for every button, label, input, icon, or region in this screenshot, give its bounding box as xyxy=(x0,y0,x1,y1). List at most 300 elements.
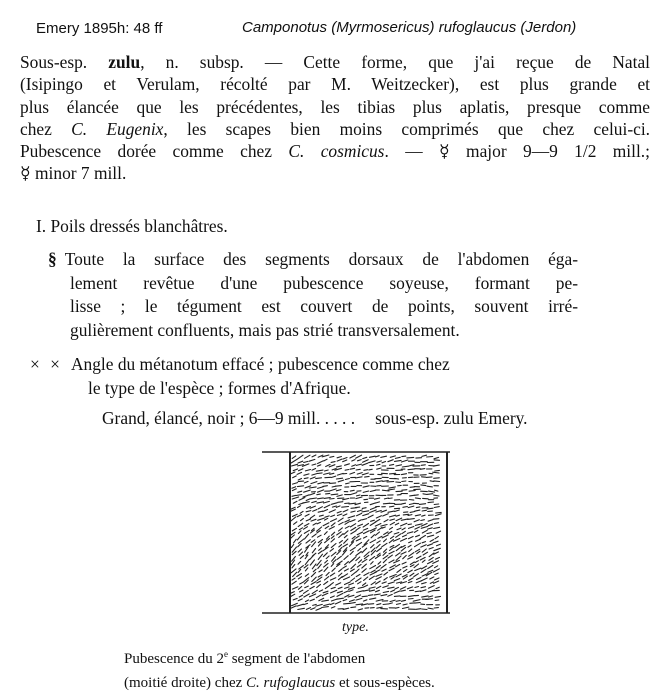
hatch-stroke xyxy=(298,461,303,463)
hatch-stroke xyxy=(382,582,386,583)
hatch-stroke xyxy=(349,602,355,603)
hatch-stroke xyxy=(357,564,361,567)
hatch-stroke xyxy=(345,582,351,585)
hatch-stroke xyxy=(298,569,301,572)
hatch-stroke xyxy=(311,572,315,576)
hatch-stroke xyxy=(311,519,316,521)
figure-caption: Pubescence du 2e segment de l'abdomen (moitié droite) chez C. rufoglaucus et sous-espèces. xyxy=(124,649,435,691)
hatch-stroke xyxy=(396,465,402,466)
hatch-stroke xyxy=(415,498,420,499)
hatch-stroke xyxy=(331,494,338,495)
hatch-stroke xyxy=(331,515,335,517)
hatch-stroke xyxy=(348,595,354,597)
hatch-stroke xyxy=(339,545,342,547)
hatch-stroke xyxy=(317,527,322,531)
hatch-stroke xyxy=(350,490,354,491)
hatch-stroke xyxy=(357,473,362,475)
hatch-stroke xyxy=(430,481,434,482)
hatch-stroke xyxy=(364,536,367,538)
hatch-stroke xyxy=(330,549,334,552)
hatch-stroke xyxy=(427,494,433,495)
hatch-stroke xyxy=(370,540,376,543)
hatch-stroke xyxy=(297,515,301,517)
hatch-stroke xyxy=(415,603,421,604)
hatch-stroke xyxy=(293,483,298,485)
hatch-stroke xyxy=(297,573,302,576)
hatch-stroke xyxy=(391,590,395,592)
hatch-stroke xyxy=(312,455,316,457)
hatch-stroke xyxy=(402,545,406,547)
hatch-stroke xyxy=(349,583,354,585)
hatch-stroke xyxy=(381,564,386,568)
hatch-stroke xyxy=(312,542,316,547)
hatch-stroke xyxy=(326,493,330,494)
hatch-stroke xyxy=(357,591,364,593)
hatch-stroke xyxy=(388,555,393,558)
hatch-stroke xyxy=(375,524,381,527)
hatch-stroke xyxy=(316,608,321,610)
hatch-stroke xyxy=(331,590,337,593)
hatch-stroke xyxy=(324,473,330,475)
hatch-stroke xyxy=(376,590,380,592)
hatch-stroke xyxy=(363,491,369,492)
hatch-stroke xyxy=(310,594,316,597)
hatch-stroke xyxy=(318,518,325,520)
hatch-stroke xyxy=(362,473,368,475)
hatch-stroke xyxy=(434,504,439,505)
hatch-stroke xyxy=(304,594,310,597)
hatch-stroke xyxy=(292,578,295,580)
hatch-stroke xyxy=(369,576,374,579)
hatch-stroke xyxy=(403,555,407,558)
hatch-stroke xyxy=(348,516,355,518)
hatch-stroke xyxy=(410,495,415,496)
hatch-stroke xyxy=(397,604,401,605)
hatch-stroke xyxy=(422,542,425,543)
hatch-stroke xyxy=(350,600,355,602)
hatch-stroke xyxy=(358,460,362,461)
hatch-stroke xyxy=(345,526,349,528)
hatch-stroke xyxy=(417,556,422,559)
hatch-stroke xyxy=(304,461,308,462)
hatch-stroke xyxy=(396,515,400,516)
hatch-stroke xyxy=(394,591,400,593)
hatch-stroke xyxy=(343,514,347,516)
hatch-stroke xyxy=(301,518,304,520)
hatch-stroke xyxy=(421,520,425,521)
hatch-stroke xyxy=(384,572,388,575)
hatch-stroke xyxy=(318,564,322,568)
hatch-stroke xyxy=(433,561,439,564)
hatch-stroke xyxy=(331,552,336,556)
hatch-stroke xyxy=(344,591,348,593)
hatch-stroke xyxy=(363,486,369,487)
description-line-2: (Isipingo et Verulam, récolté par M. Weitzecker), est plus grande et xyxy=(20,74,650,95)
hatch-stroke xyxy=(434,581,439,583)
hatch-stroke xyxy=(435,490,438,491)
hatch-stroke xyxy=(305,600,308,602)
hatch-stroke xyxy=(370,598,376,599)
hatch-stroke xyxy=(408,469,415,470)
hatch-stroke xyxy=(410,512,415,513)
hatch-stroke xyxy=(358,582,361,584)
hatch-stroke xyxy=(394,560,400,563)
hatch-stroke xyxy=(408,570,413,573)
hatch-stroke xyxy=(345,479,349,480)
hatch-stroke xyxy=(337,514,342,516)
hatch-stroke xyxy=(401,552,406,554)
hatch-stroke xyxy=(358,548,361,551)
hatch-stroke xyxy=(332,506,336,507)
hatch-stroke xyxy=(331,607,335,608)
hatch-stroke xyxy=(390,464,394,465)
hatch-stroke xyxy=(396,553,401,556)
hatch-stroke xyxy=(363,457,367,458)
hatch-stroke xyxy=(345,562,349,565)
hatch-stroke xyxy=(306,540,310,543)
hatch-stroke xyxy=(298,561,301,564)
hatch-stroke xyxy=(383,586,388,588)
hatch-stroke xyxy=(428,586,434,589)
species-rufoglaucus: C. rufoglaucus xyxy=(246,675,336,691)
hatch-stroke xyxy=(337,591,342,593)
hatch-stroke xyxy=(306,511,311,512)
hatch-stroke xyxy=(421,485,426,486)
hatch-stroke xyxy=(378,536,382,538)
hatch-stroke xyxy=(374,594,380,595)
hatch-stroke xyxy=(369,461,376,463)
hatch-stroke xyxy=(344,531,348,535)
hatch-stroke xyxy=(420,504,426,505)
hatch-stroke xyxy=(299,566,304,570)
hatch-stroke xyxy=(401,547,405,551)
hatch-stroke xyxy=(312,564,316,569)
hatch-stroke xyxy=(313,604,317,605)
hatch-stroke xyxy=(324,582,328,585)
hatch-stroke xyxy=(402,562,406,564)
hatch-stroke xyxy=(350,455,356,458)
hatch-stroke xyxy=(402,528,405,530)
hatch-stroke xyxy=(316,470,323,471)
hatch-stroke xyxy=(390,456,395,457)
hatch-stroke xyxy=(318,490,324,492)
hatch-stroke xyxy=(384,578,387,580)
hatch-stroke xyxy=(363,600,367,601)
hatch-stroke xyxy=(351,572,356,576)
hatch-stroke xyxy=(403,514,408,515)
hatch-stroke xyxy=(370,566,376,569)
hatch-stroke xyxy=(429,557,433,560)
hatch-stroke xyxy=(298,577,301,579)
hatch-stroke xyxy=(409,541,412,543)
hatch-stroke xyxy=(388,587,394,588)
taxon-header: Camponotus (Myrmosericus) rufoglaucus (Jerdon) xyxy=(242,19,577,36)
hatch-stroke xyxy=(336,583,341,585)
hatch-stroke xyxy=(331,587,335,588)
hatch-stroke xyxy=(324,532,327,535)
hatch-stroke xyxy=(358,520,361,522)
hatch-stroke xyxy=(317,494,321,495)
hatch-stroke xyxy=(350,551,353,554)
hatch-stroke xyxy=(408,596,414,597)
hatch-stroke xyxy=(409,553,414,557)
hatch-stroke xyxy=(403,607,409,608)
description-paragraph xyxy=(20,51,650,185)
hatch-stroke xyxy=(344,577,350,580)
hatch-stroke xyxy=(403,566,407,568)
hatch-stroke xyxy=(408,537,413,539)
hatch-stroke xyxy=(322,600,329,601)
hatch-stroke xyxy=(299,498,305,501)
hatch-stroke xyxy=(292,603,298,605)
hatch-stroke xyxy=(400,538,406,541)
hatch-stroke xyxy=(297,535,301,540)
hatch-stroke xyxy=(427,533,431,534)
hatch-stroke xyxy=(395,587,399,589)
hatch-stroke xyxy=(312,577,316,581)
hatch-stroke xyxy=(423,552,428,555)
hatch-stroke xyxy=(377,586,381,588)
hatch-stroke xyxy=(436,531,441,533)
hatch-stroke xyxy=(422,583,427,584)
hatch-stroke xyxy=(316,478,322,479)
hatch-stroke xyxy=(322,607,329,608)
description-line-4: chez C. Eugenix, les scapes bien moins comprimés que chez celui-ci. xyxy=(20,118,651,139)
hatch-stroke xyxy=(356,507,360,508)
hatch-stroke xyxy=(420,590,426,592)
hatch-stroke xyxy=(337,459,342,461)
hatch-stroke xyxy=(357,532,363,535)
hatch-stroke xyxy=(416,539,421,541)
hatch-stroke xyxy=(376,511,381,513)
hatch-stroke xyxy=(304,474,309,475)
hatch-stroke xyxy=(388,594,393,596)
hatch-stroke xyxy=(363,585,367,587)
hatch-stroke xyxy=(382,462,386,463)
hatch-stroke xyxy=(371,545,374,548)
hatch-stroke xyxy=(434,478,440,479)
hatch-stroke xyxy=(298,544,301,547)
hatch-stroke xyxy=(305,470,310,471)
hatch-stroke xyxy=(331,532,334,535)
hatch-stroke xyxy=(298,479,301,481)
hatch-stroke xyxy=(356,574,360,576)
hatch-stroke xyxy=(389,539,393,542)
hatch-stroke xyxy=(402,531,405,533)
hatch-stroke xyxy=(336,490,341,491)
hatch-stroke xyxy=(435,573,438,574)
hatch-stroke xyxy=(339,528,343,531)
hatch-stroke xyxy=(362,564,367,568)
hatch-stroke xyxy=(377,607,382,608)
hatch-stroke xyxy=(363,528,367,530)
hatch-stroke xyxy=(325,526,329,528)
hatch-stroke xyxy=(318,535,322,537)
hatch-stroke xyxy=(304,590,309,593)
hatch-stroke xyxy=(376,577,381,580)
hatch-stroke xyxy=(435,566,438,568)
hatch-stroke xyxy=(377,468,381,469)
key-couplet-1: I. Poils dressés blanchâtres. xyxy=(36,216,228,236)
hatch-stroke xyxy=(319,598,324,601)
hatch-stroke xyxy=(430,540,433,542)
hatch-stroke xyxy=(370,490,375,491)
cross-mark: × × xyxy=(30,354,63,374)
hatch-stroke xyxy=(356,469,360,470)
hatch-stroke xyxy=(310,560,314,565)
hatch-stroke xyxy=(293,476,297,478)
hatch-stroke xyxy=(306,499,310,501)
hatch-stroke xyxy=(337,593,343,596)
hatch-stroke xyxy=(422,549,426,552)
hatch-stroke xyxy=(427,535,433,537)
hatch-stroke xyxy=(434,457,439,458)
hatch-stroke xyxy=(324,563,329,567)
hatch-stroke xyxy=(428,524,432,526)
hatch-stroke xyxy=(298,486,304,487)
hatch-stroke xyxy=(304,524,309,527)
hatch-stroke xyxy=(378,562,381,565)
hatch-stroke xyxy=(305,574,308,577)
hatch-stroke xyxy=(352,465,356,467)
hatch-stroke xyxy=(318,511,323,512)
hatch-stroke xyxy=(356,578,362,582)
hatch-stroke xyxy=(365,476,370,477)
hatch-stroke xyxy=(396,601,400,602)
hatch-stroke xyxy=(376,544,380,548)
hatch-stroke xyxy=(324,498,330,499)
hatch-stroke xyxy=(326,556,329,559)
hatch-stroke xyxy=(389,560,394,563)
hatch-stroke xyxy=(300,511,303,513)
hatch-stroke xyxy=(426,477,432,478)
hatch-stroke xyxy=(422,530,427,533)
hatch-stroke xyxy=(395,523,398,525)
hatch-stroke xyxy=(305,568,308,571)
hatch-stroke xyxy=(415,515,420,516)
hatch-stroke xyxy=(408,557,413,559)
hatch-stroke xyxy=(388,531,392,533)
hatch-stroke xyxy=(394,579,400,581)
hatch-stroke xyxy=(318,461,324,464)
hatch-stroke xyxy=(293,469,297,471)
hatch-stroke xyxy=(433,569,439,572)
hatch-stroke xyxy=(330,499,334,500)
hatch-stroke xyxy=(304,565,308,568)
hatch-stroke xyxy=(396,556,401,560)
hatch-stroke xyxy=(382,543,387,547)
hatch-stroke xyxy=(388,603,392,604)
hatch-stroke xyxy=(415,561,419,563)
hatch-stroke xyxy=(390,565,396,568)
hatch-stroke xyxy=(324,604,330,606)
hatch-stroke xyxy=(422,566,427,569)
hatch-stroke xyxy=(437,544,441,546)
hatch-stroke xyxy=(343,600,347,601)
hatch-stroke xyxy=(312,473,318,475)
hatch-stroke xyxy=(421,465,425,466)
hatch-stroke xyxy=(415,591,420,592)
hatch-stroke xyxy=(422,455,427,456)
hatch-stroke xyxy=(396,564,400,566)
hatch-stroke xyxy=(323,486,328,487)
hatch-stroke xyxy=(335,602,341,605)
hatch-stroke xyxy=(378,528,382,531)
hatch-stroke xyxy=(428,502,434,503)
hatch-stroke xyxy=(330,578,335,580)
hatch-stroke xyxy=(417,578,421,580)
hatch-stroke xyxy=(389,487,395,488)
hatch-stroke xyxy=(396,547,401,551)
hatch-stroke xyxy=(324,459,327,461)
hatch-stroke xyxy=(384,498,388,499)
hatch-stroke xyxy=(312,501,317,502)
hatch-stroke xyxy=(428,528,433,529)
hatch-stroke xyxy=(388,582,394,584)
hatch-stroke xyxy=(362,548,367,553)
hatch-stroke xyxy=(390,519,395,520)
hatch-stroke xyxy=(402,456,406,457)
hatch-stroke xyxy=(313,523,316,525)
hatch-stroke xyxy=(330,483,336,484)
hatch-stroke xyxy=(352,460,355,461)
hatch-stroke xyxy=(309,487,316,488)
hatch-stroke xyxy=(352,536,355,539)
hatch-stroke xyxy=(397,528,401,530)
hatch-stroke xyxy=(383,559,386,562)
hatch-stroke xyxy=(306,519,310,521)
hatch-stroke xyxy=(370,556,375,560)
hatch-stroke xyxy=(433,519,439,520)
hatch-stroke xyxy=(350,472,355,474)
hatch-stroke xyxy=(402,503,406,504)
hatch-stroke xyxy=(324,567,328,571)
hatch-stroke xyxy=(369,587,375,588)
hatch-stroke xyxy=(337,457,341,458)
hatch-stroke xyxy=(345,464,350,466)
hatch-stroke xyxy=(344,539,348,543)
hatch-stroke xyxy=(305,514,309,516)
hatch-stroke xyxy=(318,498,324,499)
hatch-stroke xyxy=(404,569,407,571)
hatch-stroke xyxy=(362,559,367,562)
hatch-stroke xyxy=(345,587,349,589)
hatch-stroke xyxy=(383,514,389,516)
hatch-stroke xyxy=(408,582,412,583)
hatch-stroke xyxy=(436,512,442,513)
hatch-stroke xyxy=(375,502,379,503)
hatch-stroke xyxy=(304,530,309,533)
hatch-stroke xyxy=(362,463,368,465)
hatch-stroke xyxy=(304,481,308,483)
hatch-stroke xyxy=(304,603,308,604)
hatch-stroke xyxy=(362,596,367,597)
hatch-stroke xyxy=(305,586,309,588)
hatch-stroke xyxy=(323,553,327,557)
hatch-stroke xyxy=(344,556,348,560)
hatch-stroke xyxy=(433,472,439,473)
hatch-stroke xyxy=(433,465,439,466)
hatch-stroke xyxy=(370,456,376,457)
hatch-stroke xyxy=(291,592,295,594)
hatch-stroke xyxy=(311,482,317,484)
hatch-stroke xyxy=(357,513,362,515)
hatch-stroke xyxy=(329,527,334,530)
hatch-stroke xyxy=(300,590,303,592)
hatch-stroke xyxy=(383,481,389,482)
hatch-stroke xyxy=(351,527,356,530)
hatch-stroke xyxy=(319,548,322,550)
